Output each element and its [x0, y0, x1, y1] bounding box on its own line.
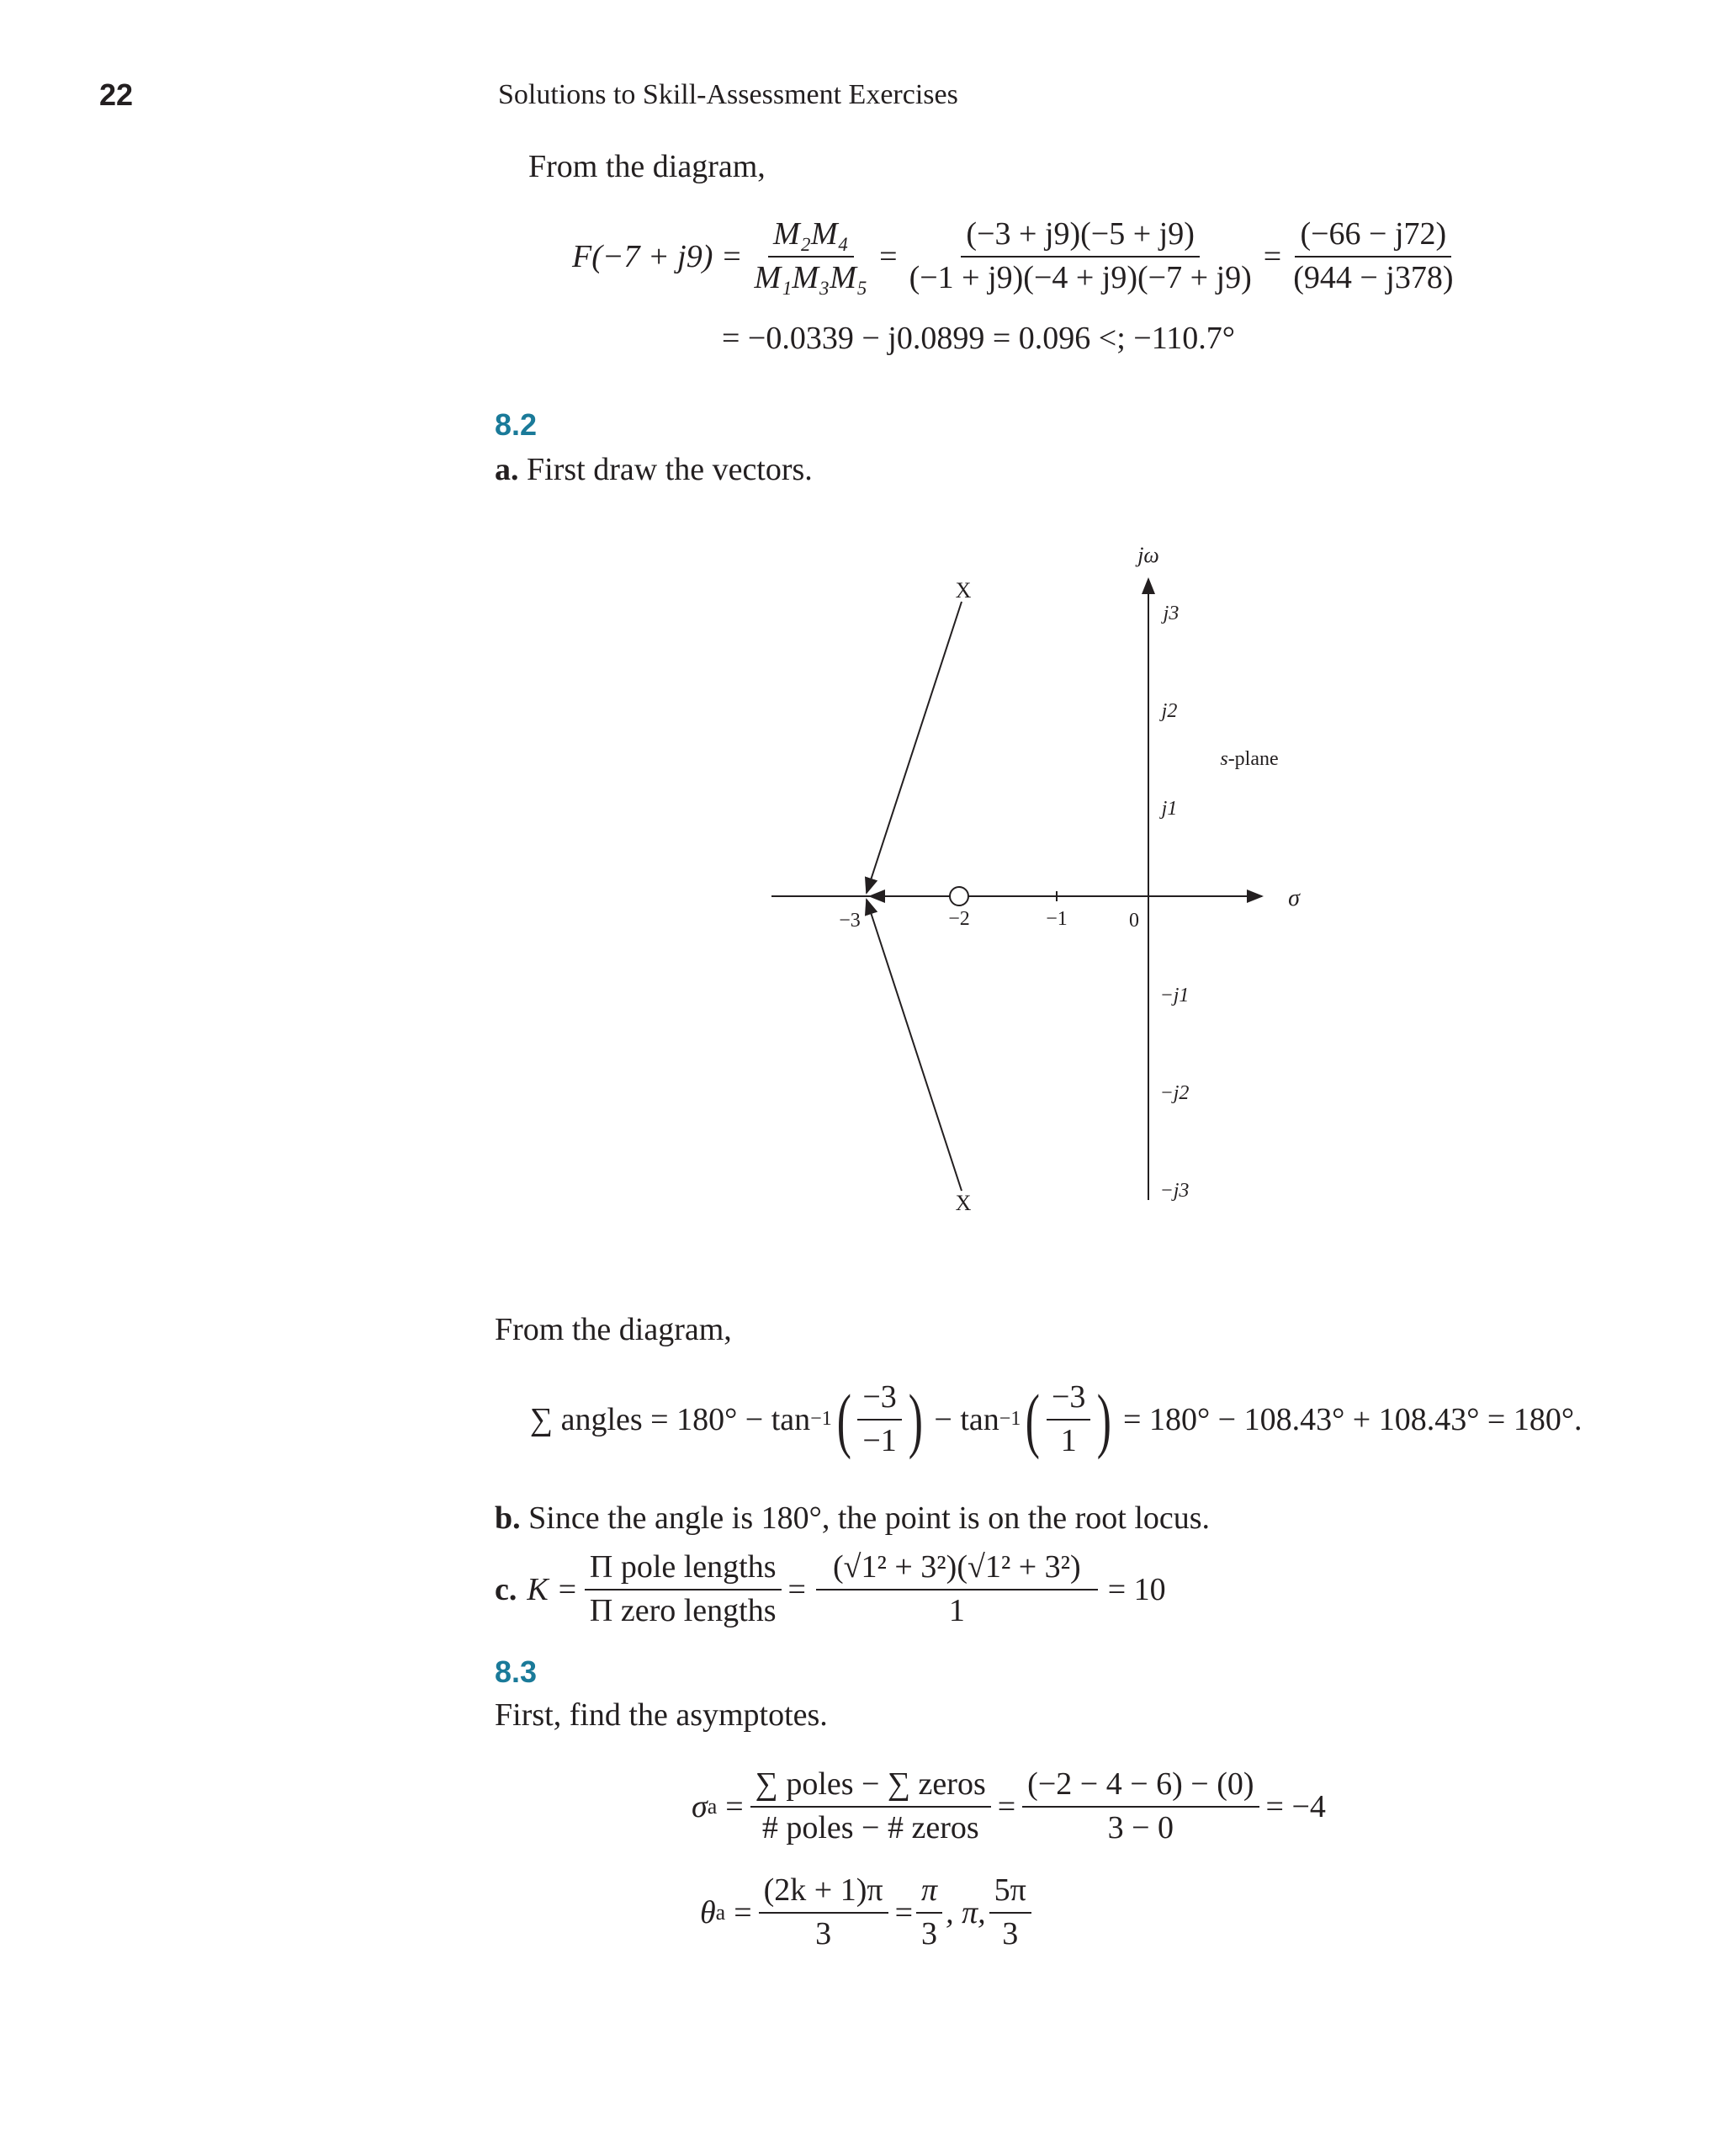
fraction-complex: [1288, 217, 1458, 296]
fraction-k-lengths: [816, 1550, 1098, 1629]
x-tick-neg3: −3: [839, 910, 861, 932]
fraction-vectors: [904, 217, 1257, 296]
y-tick-neg-j1: −j1: [1159, 985, 1190, 1006]
x-tick-zero: 0: [1129, 910, 1139, 932]
section-heading-8-2: 8.2: [495, 407, 538, 442]
page-number: 22: [99, 77, 134, 112]
running-head: Solutions to Skill-Assessment Exercises: [498, 79, 958, 110]
fraction-sigma-values-numerator: (−2 − 4 − 6) − (0): [1022, 1767, 1259, 1808]
y-tick-neg-j2: −j2: [1159, 1082, 1190, 1104]
fraction-sigma-denominator: # poles − # zeros: [761, 1809, 979, 1845]
vector-lower-pole: [867, 900, 962, 1191]
fraction-pi-denominator: 3: [921, 1915, 938, 1952]
fraction-k-numerator: Π pole lengths: [585, 1550, 782, 1590]
fraction-k-lengths-denominator: 1: [948, 1592, 965, 1628]
pole-marker-upper: X: [955, 578, 972, 603]
theta-mid: , π,: [946, 1894, 986, 1930]
intro-text: From the diagram,: [528, 149, 766, 184]
part-c-equation: c. K = $\frac{\text{Π pole lengths}}{\text{Π zero lengths}}$ = $\frac{\text{(√1² + 3²)(√1² + 3²)}}{1}$ = 10: [495, 1549, 1166, 1628]
tan-superscript-2: −1: [999, 1408, 1021, 1431]
fraction-complex-denominator: (944 − j378): [1293, 259, 1454, 295]
section-heading-8-3: 8.3: [495, 1654, 538, 1689]
fraction-complex-numerator: (−66 − j72): [1295, 217, 1451, 258]
x-tick-neg1: −1: [1046, 908, 1068, 930]
fraction-m-numerator: M₂M₄: [768, 217, 854, 258]
y-tick-j3: j3: [1163, 603, 1180, 624]
equation-theta: θ a = $\frac{(2k + 1)\pi}{3}$ = $\frac{\pi}{3}$ , π, $\frac{5\pi}{3}$: [700, 1873, 1035, 1952]
part-c-label: c.: [495, 1571, 517, 1607]
y-axis-label: jω: [1137, 543, 1159, 567]
equation-angles: ∑ angles = 180° − tan −1 ( $\frac{-3}{-1}$ ) − tan −1 ( $\frac{-3}{1}$ ) = 180° − 108.43° + 108.43° = 180°.: [530, 1378, 1583, 1460]
y-tick-neg-j3: −j3: [1159, 1180, 1190, 1202]
fraction-angle-a: [857, 1380, 901, 1459]
minus-tan: − tan: [934, 1401, 999, 1437]
fraction-k-denominator: Π zero lengths: [589, 1592, 777, 1628]
fraction-k-lengths-numerator: (√1² + 3²)(√1² + 3²): [816, 1550, 1098, 1590]
equation-result: = −0.0339 − j0.0899 = 0.096 <; −110.7°: [722, 321, 1235, 356]
pole-marker-lower: X: [955, 1191, 972, 1215]
section-8-3-intro: First, find the asymptotes.: [495, 1697, 828, 1733]
fraction-pi-numerator: π: [916, 1873, 942, 1914]
fraction-k: [585, 1550, 782, 1629]
fraction-theta-denominator: 3: [815, 1915, 832, 1952]
fraction-sigma: [750, 1767, 991, 1846]
theta-lhs: θ: [700, 1894, 716, 1930]
k-result: = 10: [1107, 1571, 1166, 1607]
fraction-angle-b-numerator: −3: [1047, 1380, 1090, 1421]
x-axis-label: σ: [1288, 885, 1300, 911]
part-a-text: First draw the vectors.: [527, 452, 813, 487]
zero-circle: [950, 887, 968, 905]
fraction-m: [750, 217, 873, 296]
fraction-sigma-values-denominator: 3 − 0: [1107, 1809, 1174, 1845]
part-b-label: b.: [495, 1500, 521, 1536]
s-plane-diagram: [757, 530, 1329, 1229]
plane-label: s-plane: [1220, 748, 1279, 770]
fraction-5pi-over-3: [989, 1873, 1031, 1952]
y-tick-j2: j2: [1161, 700, 1178, 722]
equation-lhs: F(−7 + j9) =: [572, 238, 743, 274]
k-lhs: K =: [527, 1571, 578, 1607]
part-b: [495, 1500, 1210, 1537]
tan-superscript-1: −1: [810, 1408, 832, 1431]
equation-f: F(−7 + j9) = $\frac{\text{M₂M₄}}{\text{M₁M₃M₅}}$ = $\frac{(-3 + j9)(-5 + j9)}{(-1 + j9)(-4 + j9)(-7 + j9)}$ = $\frac{(-66 - j72)}{(944 - j378)}$: [572, 217, 1465, 296]
angles-result: = 180° − 108.43° + 108.43° = 180°.: [1123, 1401, 1583, 1437]
fraction-sigma-numerator: ∑ poles − ∑ zeros: [750, 1767, 991, 1808]
fraction-vectors-numerator: (−3 + j9)(−5 + j9): [961, 217, 1199, 258]
fraction-sigma-values: [1022, 1767, 1259, 1846]
fraction-angle-a-numerator: −3: [857, 1380, 901, 1421]
part-a-label: a.: [495, 452, 519, 487]
fraction-m-denominator: M₁M₃M₅: [754, 259, 868, 295]
y-tick-j1: j1: [1161, 798, 1178, 820]
fraction-5pi-denominator: 3: [1002, 1915, 1019, 1952]
sigma-result: = −4: [1265, 1788, 1326, 1824]
equation-sigma: σ a = $\frac{\text{∑ poles − ∑ zeros}}{\text{\# poles − \# zeros}}$ = $\frac{(-2 - 4 - 6) - (0)}{3 - 0}$ = −4: [692, 1766, 1326, 1845]
fraction-theta: [759, 1873, 888, 1952]
part-b-text: Since the angle is 180°, the point is on the root locus.: [528, 1500, 1211, 1536]
fraction-angle-b-denominator: 1: [1060, 1422, 1077, 1458]
angles-label: ∑ angles = 180° − tan: [530, 1401, 811, 1437]
vector-upper-pole: [867, 602, 962, 893]
sigma-subscript: a: [707, 1793, 718, 1819]
fraction-pi-over-3: [916, 1873, 942, 1952]
x-tick-neg2: −2: [948, 908, 970, 930]
fraction-theta-numerator: (2k + 1)π: [759, 1873, 888, 1914]
fraction-angle-a-denominator: −1: [862, 1422, 897, 1458]
sigma-lhs: σ: [692, 1788, 708, 1824]
fraction-5pi-numerator: 5π: [989, 1873, 1031, 1914]
fraction-vectors-denominator: (−1 + j9)(−4 + j9)(−7 + j9): [909, 259, 1252, 295]
fraction-angle-b: [1047, 1380, 1090, 1459]
intro-text-2: From the diagram,: [495, 1312, 732, 1347]
part-a: [495, 451, 813, 488]
theta-subscript: a: [715, 1899, 726, 1925]
